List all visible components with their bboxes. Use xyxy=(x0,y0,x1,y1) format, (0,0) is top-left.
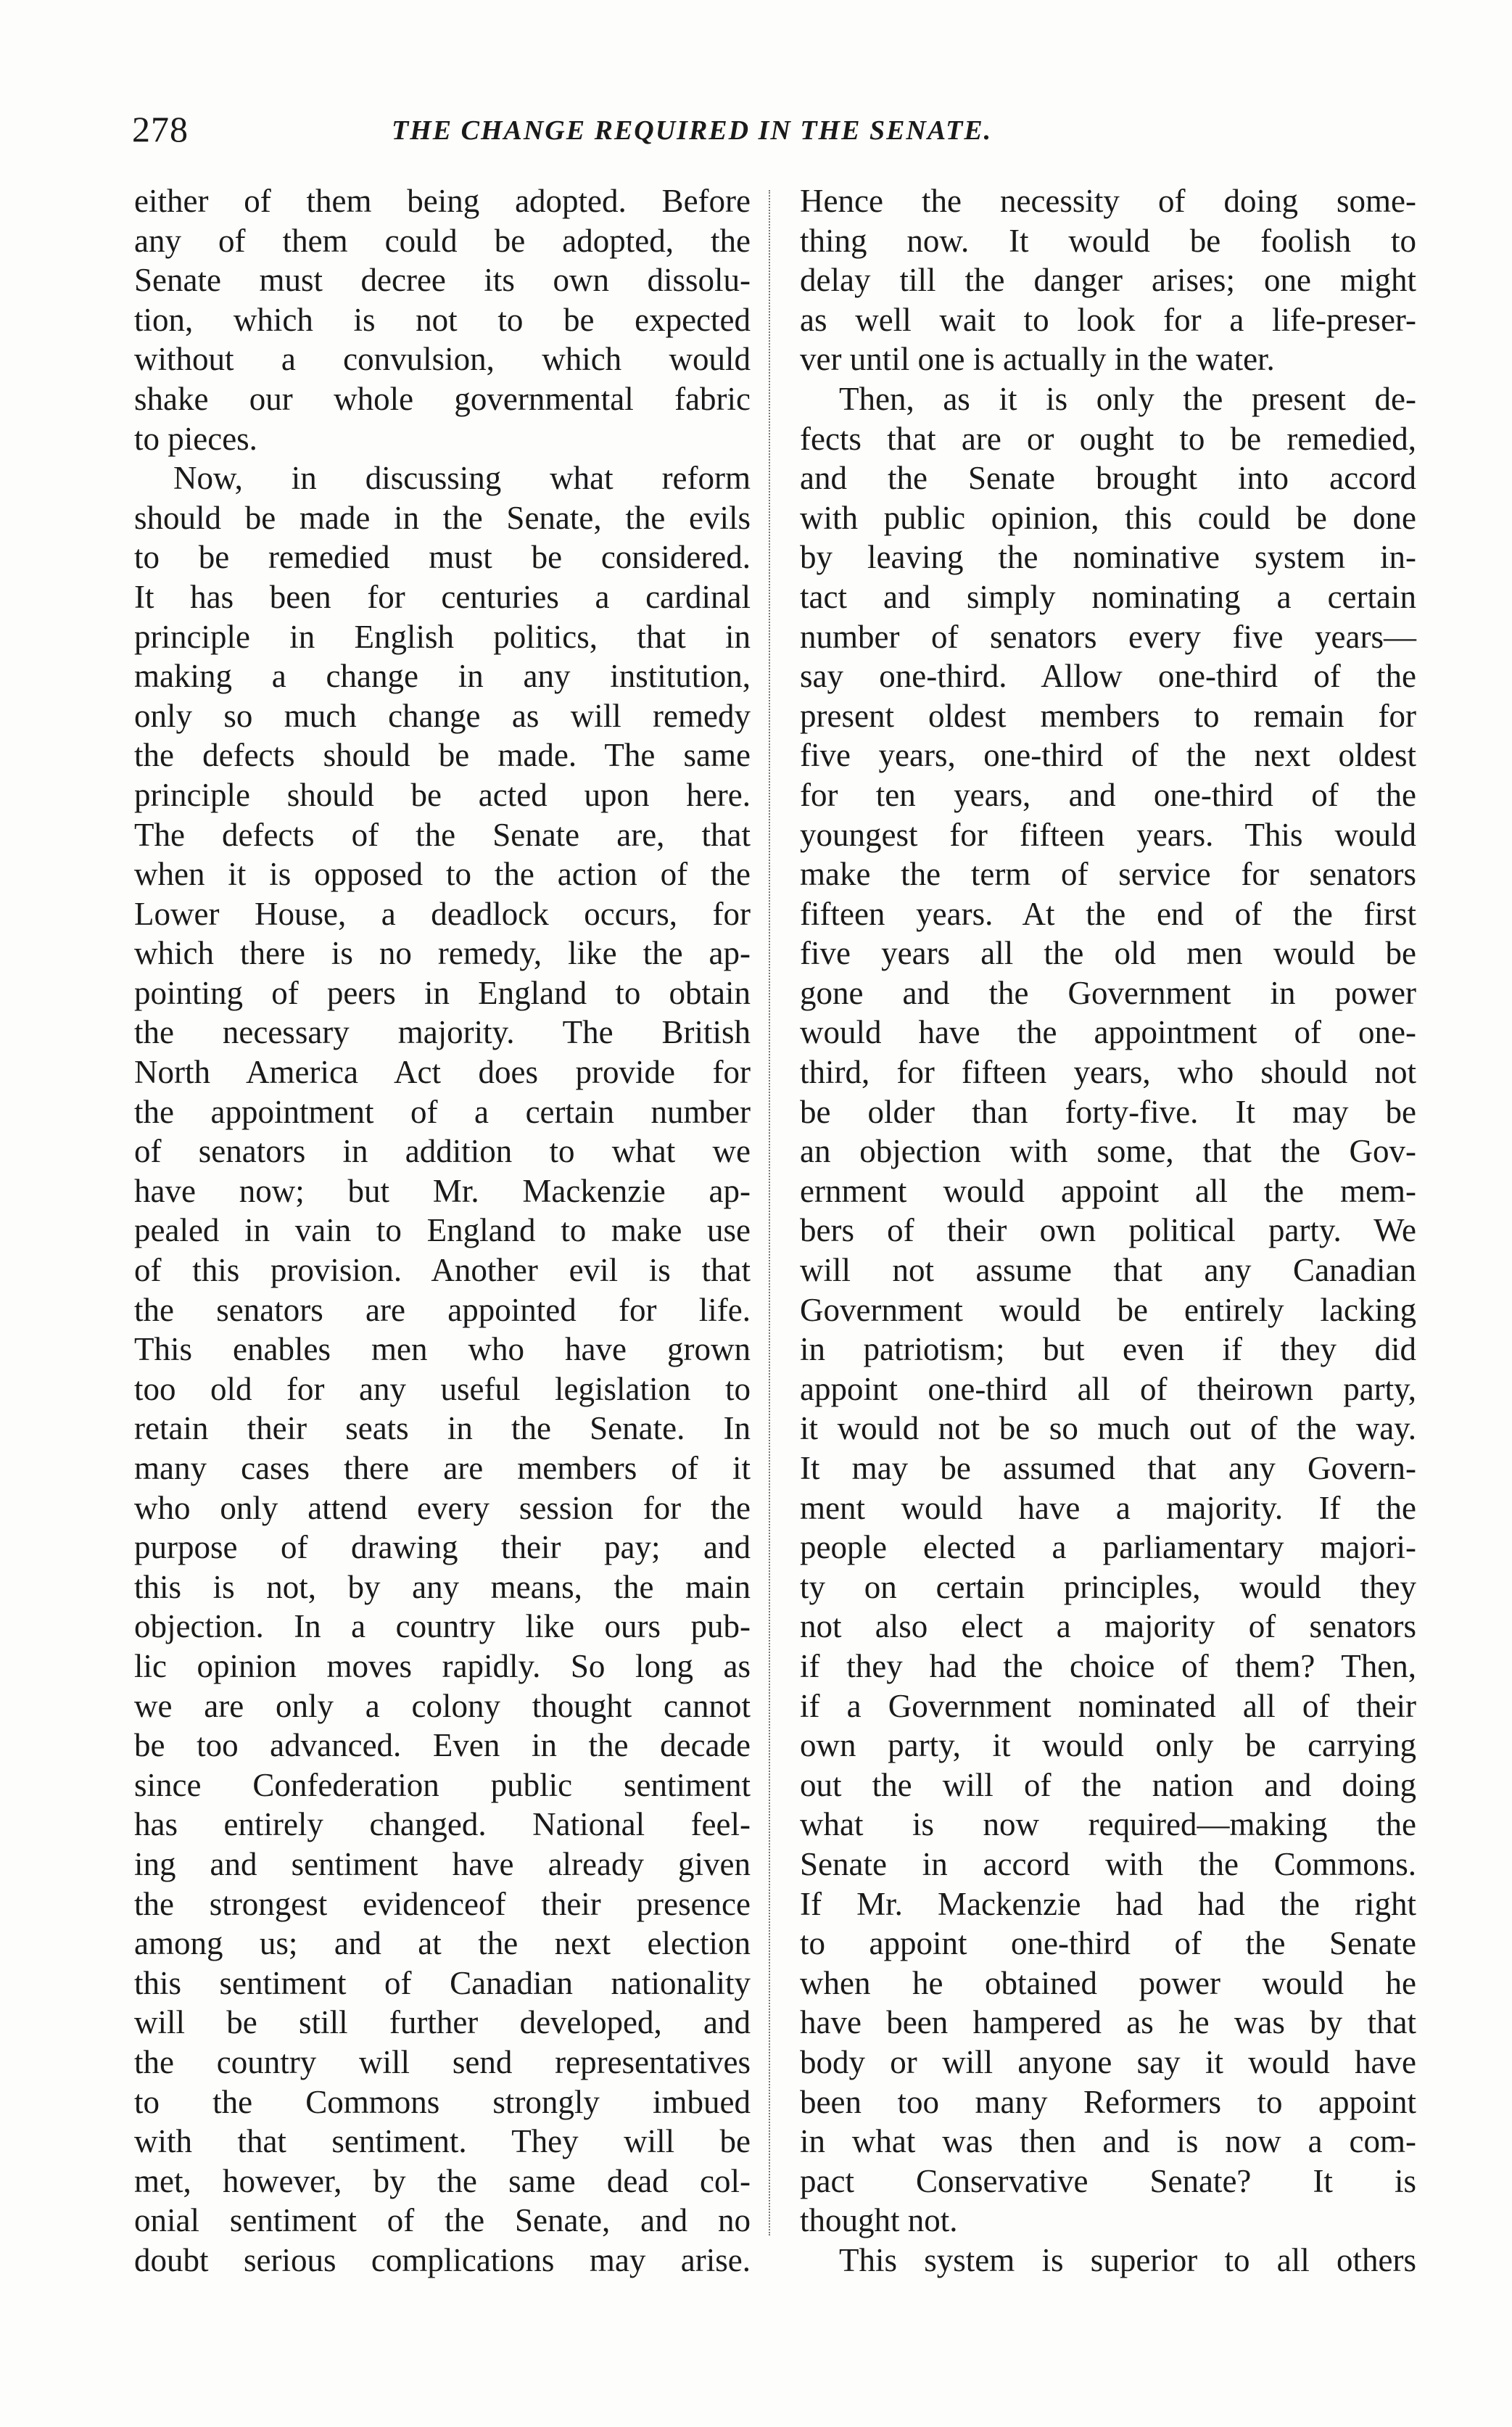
text-line: to pieces. xyxy=(134,420,257,457)
text-line: with that sentiment. They will be xyxy=(134,2123,751,2160)
text-line: doubt serious complications may arise. xyxy=(134,2241,751,2278)
text-line: Senate must decree its own dissolu- xyxy=(134,262,751,299)
text-line: principle in English politics, that in xyxy=(134,618,751,655)
text-line: gone and the Government in power xyxy=(800,974,1416,1011)
text-line: an objection with some, that the Gov- xyxy=(800,1133,1416,1170)
text-line: number of senators every five years— xyxy=(800,618,1416,655)
text-line: any of them could be adopted, the xyxy=(134,222,751,259)
text-line: Government would be entirely lacking xyxy=(800,1291,1416,1328)
text-line: the senators are appointed for life. xyxy=(134,1291,751,1328)
text-line: be older than forty-five. It may be xyxy=(800,1093,1416,1130)
text-line: have been hampered as he was by that xyxy=(800,2004,1416,2041)
text-line: to appoint one-third of the Senate xyxy=(800,1925,1416,1962)
text-line: Hence the necessity of doing some- xyxy=(800,183,1416,219)
text-line: which there is no remedy, like the ap- xyxy=(134,935,751,972)
text-line: the appointment of a certain number xyxy=(134,1093,751,1130)
text-line: third, for fifteen years, who should not xyxy=(800,1054,1416,1091)
text-line: in patriotism; but even if they did xyxy=(800,1331,1416,1368)
text-line: the country will send representatives xyxy=(134,2043,751,2080)
paragraph xyxy=(134,181,751,458)
right-column xyxy=(800,181,1416,2280)
text-line: not also elect a majority of senators xyxy=(800,1608,1416,1645)
text-line: for ten years, and one-third of the xyxy=(800,776,1416,813)
text-line: purpose of drawing their pay; and xyxy=(134,1529,751,1566)
text-line: Senate in accord with the Commons. xyxy=(800,1845,1416,1882)
text-line: ernment would appoint all the mem- xyxy=(800,1172,1416,1209)
paragraph xyxy=(800,181,1416,379)
text-line: since Confederation public sentiment xyxy=(134,1766,751,1803)
text-line: youngest for fifteen years. This would xyxy=(800,816,1416,853)
text-line: when it is opposed to the action of the xyxy=(134,856,751,893)
text-line: people elected a parliamentary majori- xyxy=(800,1529,1416,1566)
text-line: the strongest evidenceof their presence xyxy=(134,1885,751,1922)
text-line: This enables men who have grown xyxy=(134,1331,751,1368)
text-line: of senators in addition to what we xyxy=(134,1133,751,1170)
text-line: have now; but Mr. Mackenzie ap- xyxy=(134,1172,751,1209)
text-line: to the Commons strongly imbued xyxy=(134,2083,751,2120)
text-line: Lower House, a deadlock occurs, for xyxy=(134,895,751,932)
text-line: without a convulsion, which would xyxy=(134,341,751,378)
text-line: ty on certain principles, would they xyxy=(800,1568,1416,1605)
text-line: thought not. xyxy=(800,2202,958,2239)
text-line: the defects should be made. The same xyxy=(134,737,751,774)
text-line: with public opinion, this could be done xyxy=(800,499,1416,536)
text-line: this is not, by any means, the main xyxy=(134,1568,751,1605)
text-line: by leaving the nominative system in- xyxy=(800,539,1416,576)
text-line: principle should be acted upon here. xyxy=(134,776,751,813)
text-line: North America Act does provide for xyxy=(134,1054,751,1091)
text-line: Now, in discussing what reform xyxy=(173,460,751,497)
text-line: to be remedied must be considered. xyxy=(134,539,751,576)
text-line: say one-third. Allow one-third of the xyxy=(800,658,1416,695)
text-line: and the Senate brought into accord xyxy=(800,460,1416,497)
paragraph xyxy=(800,2241,1416,2280)
text-line: five years all the old men would be xyxy=(800,935,1416,972)
text-line: It has been for centuries a cardinal xyxy=(134,578,751,615)
left-column xyxy=(134,181,751,2280)
text-line: if a Government nominated all of their xyxy=(800,1687,1416,1724)
text-line: met, however, by the same dead col- xyxy=(134,2162,751,2199)
text-line: The defects of the Senate are, that xyxy=(134,816,751,853)
page-number: 278 xyxy=(132,109,189,149)
text-line: out the will of the nation and doing xyxy=(800,1766,1416,1803)
text-line: will not assume that any Canadian xyxy=(800,1252,1416,1289)
text-line: bers of their own political party. We xyxy=(800,1212,1416,1249)
text-line: who only attend every session for the xyxy=(134,1489,751,1526)
text-line: if they had the choice of them? Then, xyxy=(800,1647,1416,1684)
text-line: fifteen years. At the end of the first xyxy=(800,895,1416,932)
text-line: present oldest members to remain for xyxy=(800,697,1416,734)
text-line: of this provision. Another evil is that xyxy=(134,1252,751,1289)
text-line: it would not be so much out of the way. xyxy=(800,1410,1416,1447)
text-line: as well wait to look for a life-preser- xyxy=(800,301,1416,338)
text-line: has entirely changed. National feel- xyxy=(134,1806,751,1843)
text-line: making a change in any institution, xyxy=(134,658,751,695)
text-line: If Mr. Mackenzie had had the right xyxy=(800,1885,1416,1922)
text-line: This system is superior to all others xyxy=(839,2241,1416,2278)
text-line: this sentiment of Canadian nationality xyxy=(134,1964,751,2001)
text-line: been too many Reformers to appoint xyxy=(800,2083,1416,2120)
text-line: body or will anyone say it would have xyxy=(800,2043,1416,2080)
text-line: Then, as it is only the present de- xyxy=(839,380,1416,417)
text-line: delay till the danger arises; one might xyxy=(800,262,1416,299)
text-line: pact Conservative Senate? It is xyxy=(800,2162,1416,2199)
text-line: be too advanced. Even in the decade xyxy=(134,1727,751,1764)
text-line: objection. In a country like ours pub- xyxy=(134,1608,751,1645)
text-line: ver until one is actually in the water. xyxy=(800,341,1275,378)
text-line: among us; and at the next election xyxy=(134,1925,751,1962)
paragraph xyxy=(134,458,751,2280)
text-line: five years, one-third of the next oldest xyxy=(800,737,1416,774)
column-divider xyxy=(769,190,770,2236)
text-line: would have the appointment of one- xyxy=(800,1014,1416,1051)
text-line: either of them being adopted. Before xyxy=(134,183,751,219)
text-line: fects that are or ought to be remedied, xyxy=(800,420,1416,457)
text-line: pealed in vain to England to make use xyxy=(134,1212,751,1249)
text-line: only so much change as will remedy xyxy=(134,697,751,734)
paragraph xyxy=(800,379,1416,2241)
text-line: when he obtained power would he xyxy=(800,1964,1416,2001)
running-title: THE CHANGE REQUIRED IN THE SENATE. xyxy=(392,115,993,146)
text-line: tact and simply nominating a certain xyxy=(800,578,1416,615)
text-line: ment would have a majority. If the xyxy=(800,1489,1416,1526)
text-line: what is now required—making the xyxy=(800,1806,1416,1843)
text-line: tion, which is not to be expected xyxy=(134,301,751,338)
text-line: own party, it would only be carrying xyxy=(800,1727,1416,1764)
text-line: many cases there are members of it xyxy=(134,1450,751,1486)
text-line: in what was then and is now a com- xyxy=(800,2123,1416,2160)
text-line: appoint one-third all of theirown party, xyxy=(800,1370,1416,1407)
text-line: shake our whole governmental fabric xyxy=(134,380,751,417)
text-line: lic opinion moves rapidly. So long as xyxy=(134,1647,751,1684)
text-line: onial sentiment of the Senate, and no xyxy=(134,2202,751,2239)
text-line: too old for any useful legislation to xyxy=(134,1370,751,1407)
text-line: retain their seats in the Senate. In xyxy=(134,1410,751,1447)
text-line: will be still further developed, and xyxy=(134,2004,751,2041)
text-line: thing now. It would be foolish to xyxy=(800,222,1416,259)
text-line: ing and sentiment have already given xyxy=(134,1845,751,1882)
text-line: we are only a colony thought cannot xyxy=(134,1687,751,1724)
text-line: pointing of peers in England to obtain xyxy=(134,974,751,1011)
text-line: should be made in the Senate, the evils xyxy=(134,499,751,536)
text-line: make the term of service for senators xyxy=(800,856,1416,893)
text-line: It may be assumed that any Govern- xyxy=(800,1450,1416,1486)
text-line: the necessary majority. The British xyxy=(134,1014,751,1051)
